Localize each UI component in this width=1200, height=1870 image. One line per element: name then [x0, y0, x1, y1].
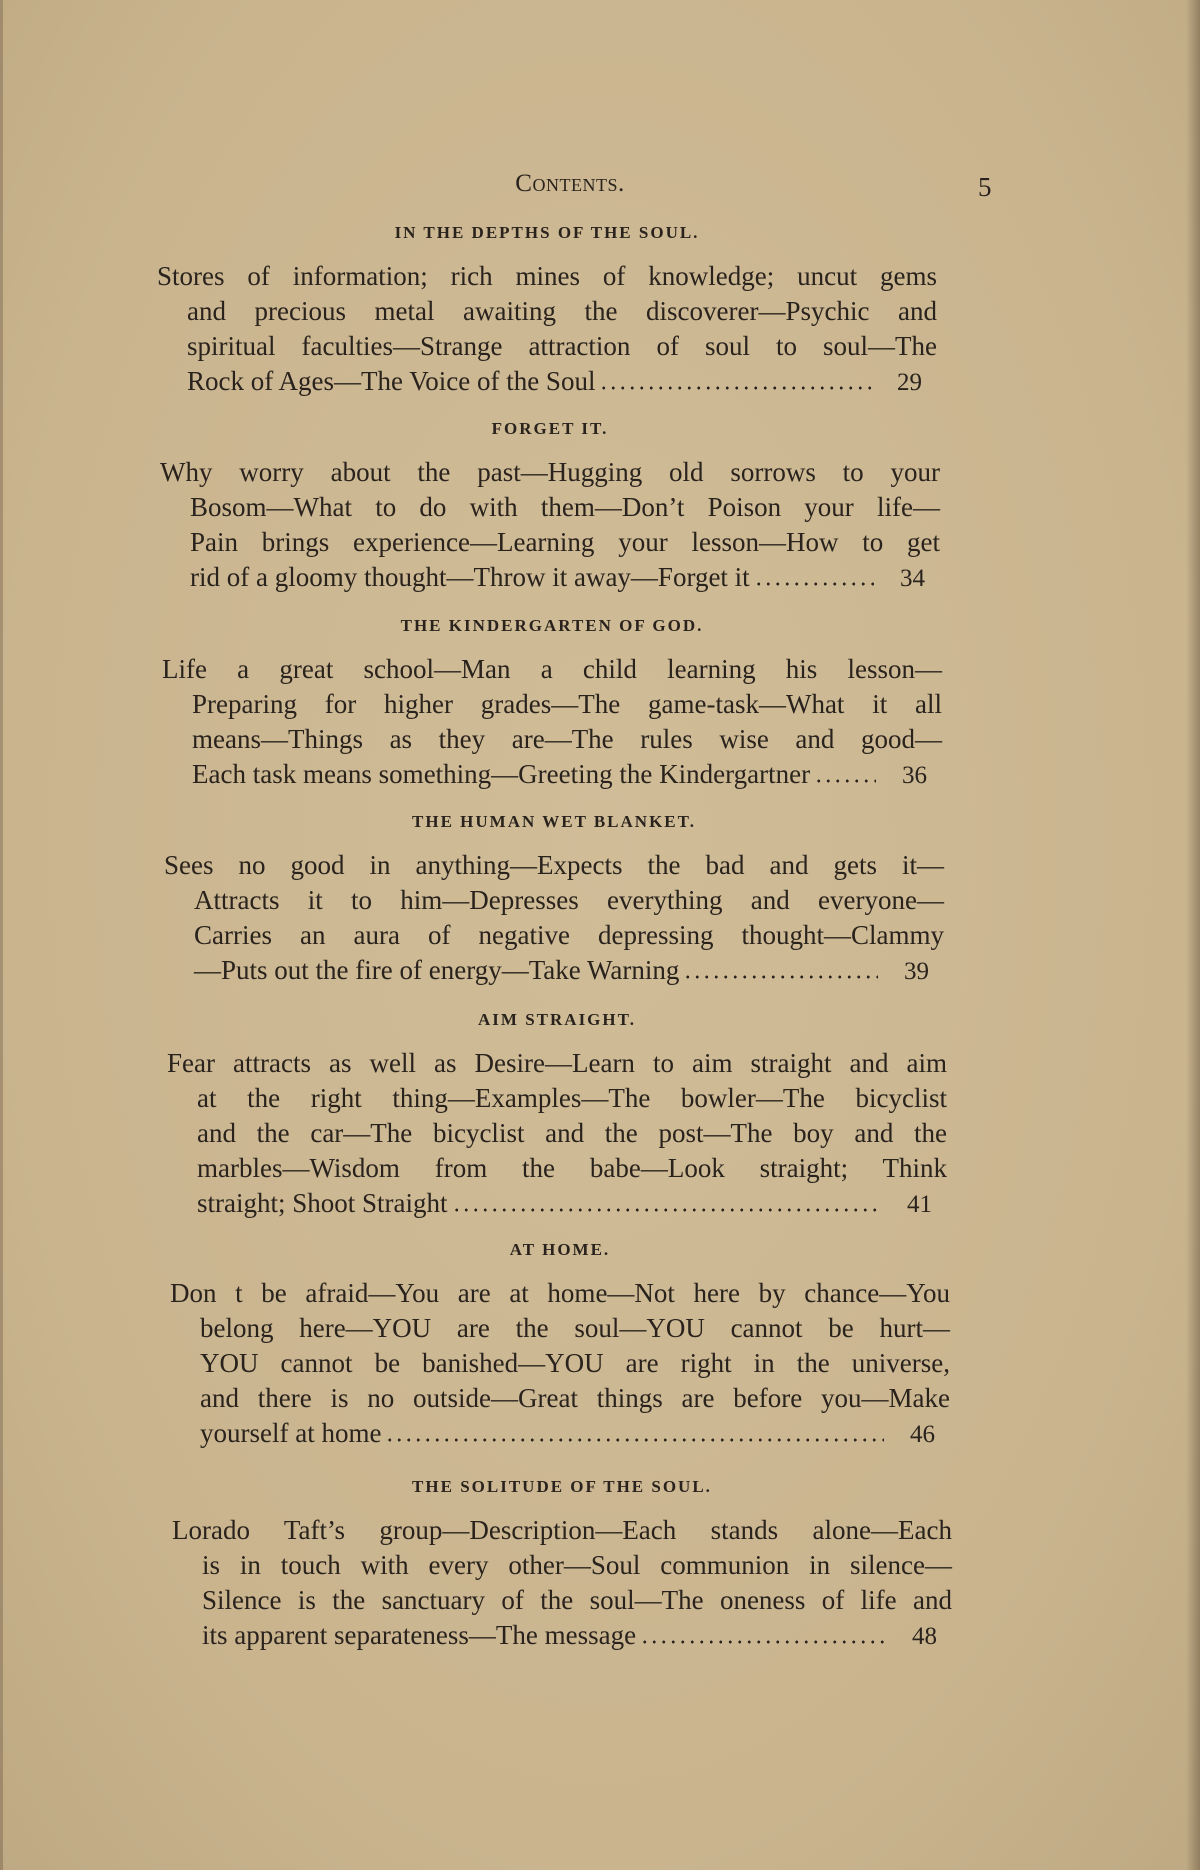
- entry-page-number: 36: [902, 762, 927, 789]
- entry-line: Each task means something—Greeting the Kindergartner: [192, 759, 811, 789]
- section-title: THE KINDERGARTEN OF GOD.: [400, 616, 704, 635]
- page-number: 5: [978, 172, 992, 202]
- entry-line: means—Things as they are—The rules wise and good—: [192, 724, 942, 754]
- entry-last-line: [197, 1186, 947, 1221]
- entry-line: and precious metal awaiting the discoverer—Psychic and: [187, 296, 937, 326]
- entry-line: Rock of Ages—The Voice of the Soul: [187, 366, 596, 396]
- section-title: AT HOME.: [509, 1240, 611, 1259]
- entry-line: Fear attracts as well as Desire—Learn to aim straight and aim: [167, 1048, 947, 1078]
- entry-line: belong here—YOU are the soul—YOU cannot be hurt—: [200, 1313, 950, 1343]
- toc-section: [170, 1240, 1030, 1451]
- entry-line: straight; Shoot Straight: [197, 1188, 448, 1218]
- entry-page-number: 48: [912, 1623, 937, 1650]
- entry-page-number: 39: [904, 958, 929, 985]
- toc-section: [167, 1010, 1027, 1221]
- entry-line: is in touch with every other—Soul communion in silence—: [202, 1550, 952, 1580]
- dot-leader: [599, 386, 871, 390]
- section-title: FORGET IT.: [491, 419, 609, 438]
- entry-last-line: [194, 953, 944, 988]
- section-title: AIM STRAIGHT.: [478, 1010, 636, 1029]
- entry-line: rid of a gloomy thought—Throw it away—Forget it: [190, 562, 750, 592]
- dot-leader: [754, 582, 874, 586]
- toc-section: [162, 616, 1022, 792]
- dot-leader: [683, 975, 878, 979]
- section-title: IN THE DEPTHS OF THE SOUL.: [394, 223, 700, 242]
- entry-line: marbles—Wisdom from the babe—Look straight; Think: [197, 1153, 947, 1183]
- dot-leader: [814, 779, 876, 783]
- dot-leader: [385, 1438, 884, 1442]
- entry-line: Life a great school—Man a child learning his lesson—: [162, 654, 942, 684]
- entry-line: Why worry about the past—Hugging old sorrows to your: [160, 457, 940, 487]
- entry-line: Don t be afraid—You are at home—Not here by chance—You: [170, 1278, 950, 1308]
- entry-line: and there is no outside—Great things are before you—Make: [200, 1383, 950, 1413]
- page-edge-right: [1186, 0, 1200, 1870]
- entry-line: Carries an aura of negative depressing thought—Clammy: [194, 920, 944, 950]
- entry-page-number: 34: [900, 565, 925, 592]
- page-edge-left: [0, 0, 3, 1870]
- entry-line: at the right thing—Examples—The bowler—The bicyclist: [197, 1083, 947, 1113]
- toc-section: [164, 812, 1024, 988]
- entry-line: and the car—The bicyclist and the post—The boy and the: [197, 1118, 947, 1148]
- running-head: Contents.: [515, 170, 625, 197]
- entry-last-line: [192, 757, 942, 792]
- entry-line: YOU cannot be banished—YOU are right in the universe,: [200, 1348, 950, 1378]
- entry-line: —Puts out the fire of energy—Take Warning: [194, 955, 680, 985]
- entry-line: yourself at home: [200, 1418, 382, 1448]
- entry-line: Attracts it to him—Depresses everything and everyone—: [194, 885, 944, 915]
- entry-line: its apparent separateness—The message: [202, 1620, 637, 1650]
- dot-leader: [452, 1208, 881, 1212]
- entry-page-number: 29: [897, 369, 922, 396]
- entry-line: Preparing for higher grades—The game-task—What it all: [192, 689, 942, 719]
- section-title: THE HUMAN WET BLANKET.: [412, 812, 696, 831]
- entry-page-number: 41: [907, 1191, 932, 1218]
- entry-line: Bosom—What to do with them—Don’t Poison your life—: [190, 492, 940, 522]
- entry-line: Stores of information; rich mines of knowledge; uncut gems: [157, 261, 937, 291]
- entry-last-line: [200, 1416, 950, 1451]
- entry-last-line: [187, 364, 937, 399]
- entry-line: Sees no good in anything—Expects the bad and gets it—: [164, 850, 944, 880]
- dot-leader: [640, 1640, 886, 1644]
- entry-line: spiritual faculties—Strange attraction of soul to soul—The: [187, 331, 937, 361]
- entry-line: Pain brings experience—Learning your lesson—How to get: [190, 527, 940, 557]
- toc-section: [157, 223, 1017, 399]
- entry-page-number: 46: [910, 1421, 935, 1448]
- entry-line: Silence is the sanctuary of the soul—The oneness of life and: [202, 1585, 952, 1615]
- entry-last-line: [190, 560, 940, 595]
- entry-line: Lorado Taft’s group—Description—Each stands alone—Each: [172, 1515, 952, 1545]
- entry-last-line: [202, 1618, 952, 1653]
- toc-section: [160, 419, 1020, 595]
- section-title: THE SOLITUDE OF THE SOUL.: [412, 1477, 712, 1496]
- toc-section: [172, 1477, 1032, 1653]
